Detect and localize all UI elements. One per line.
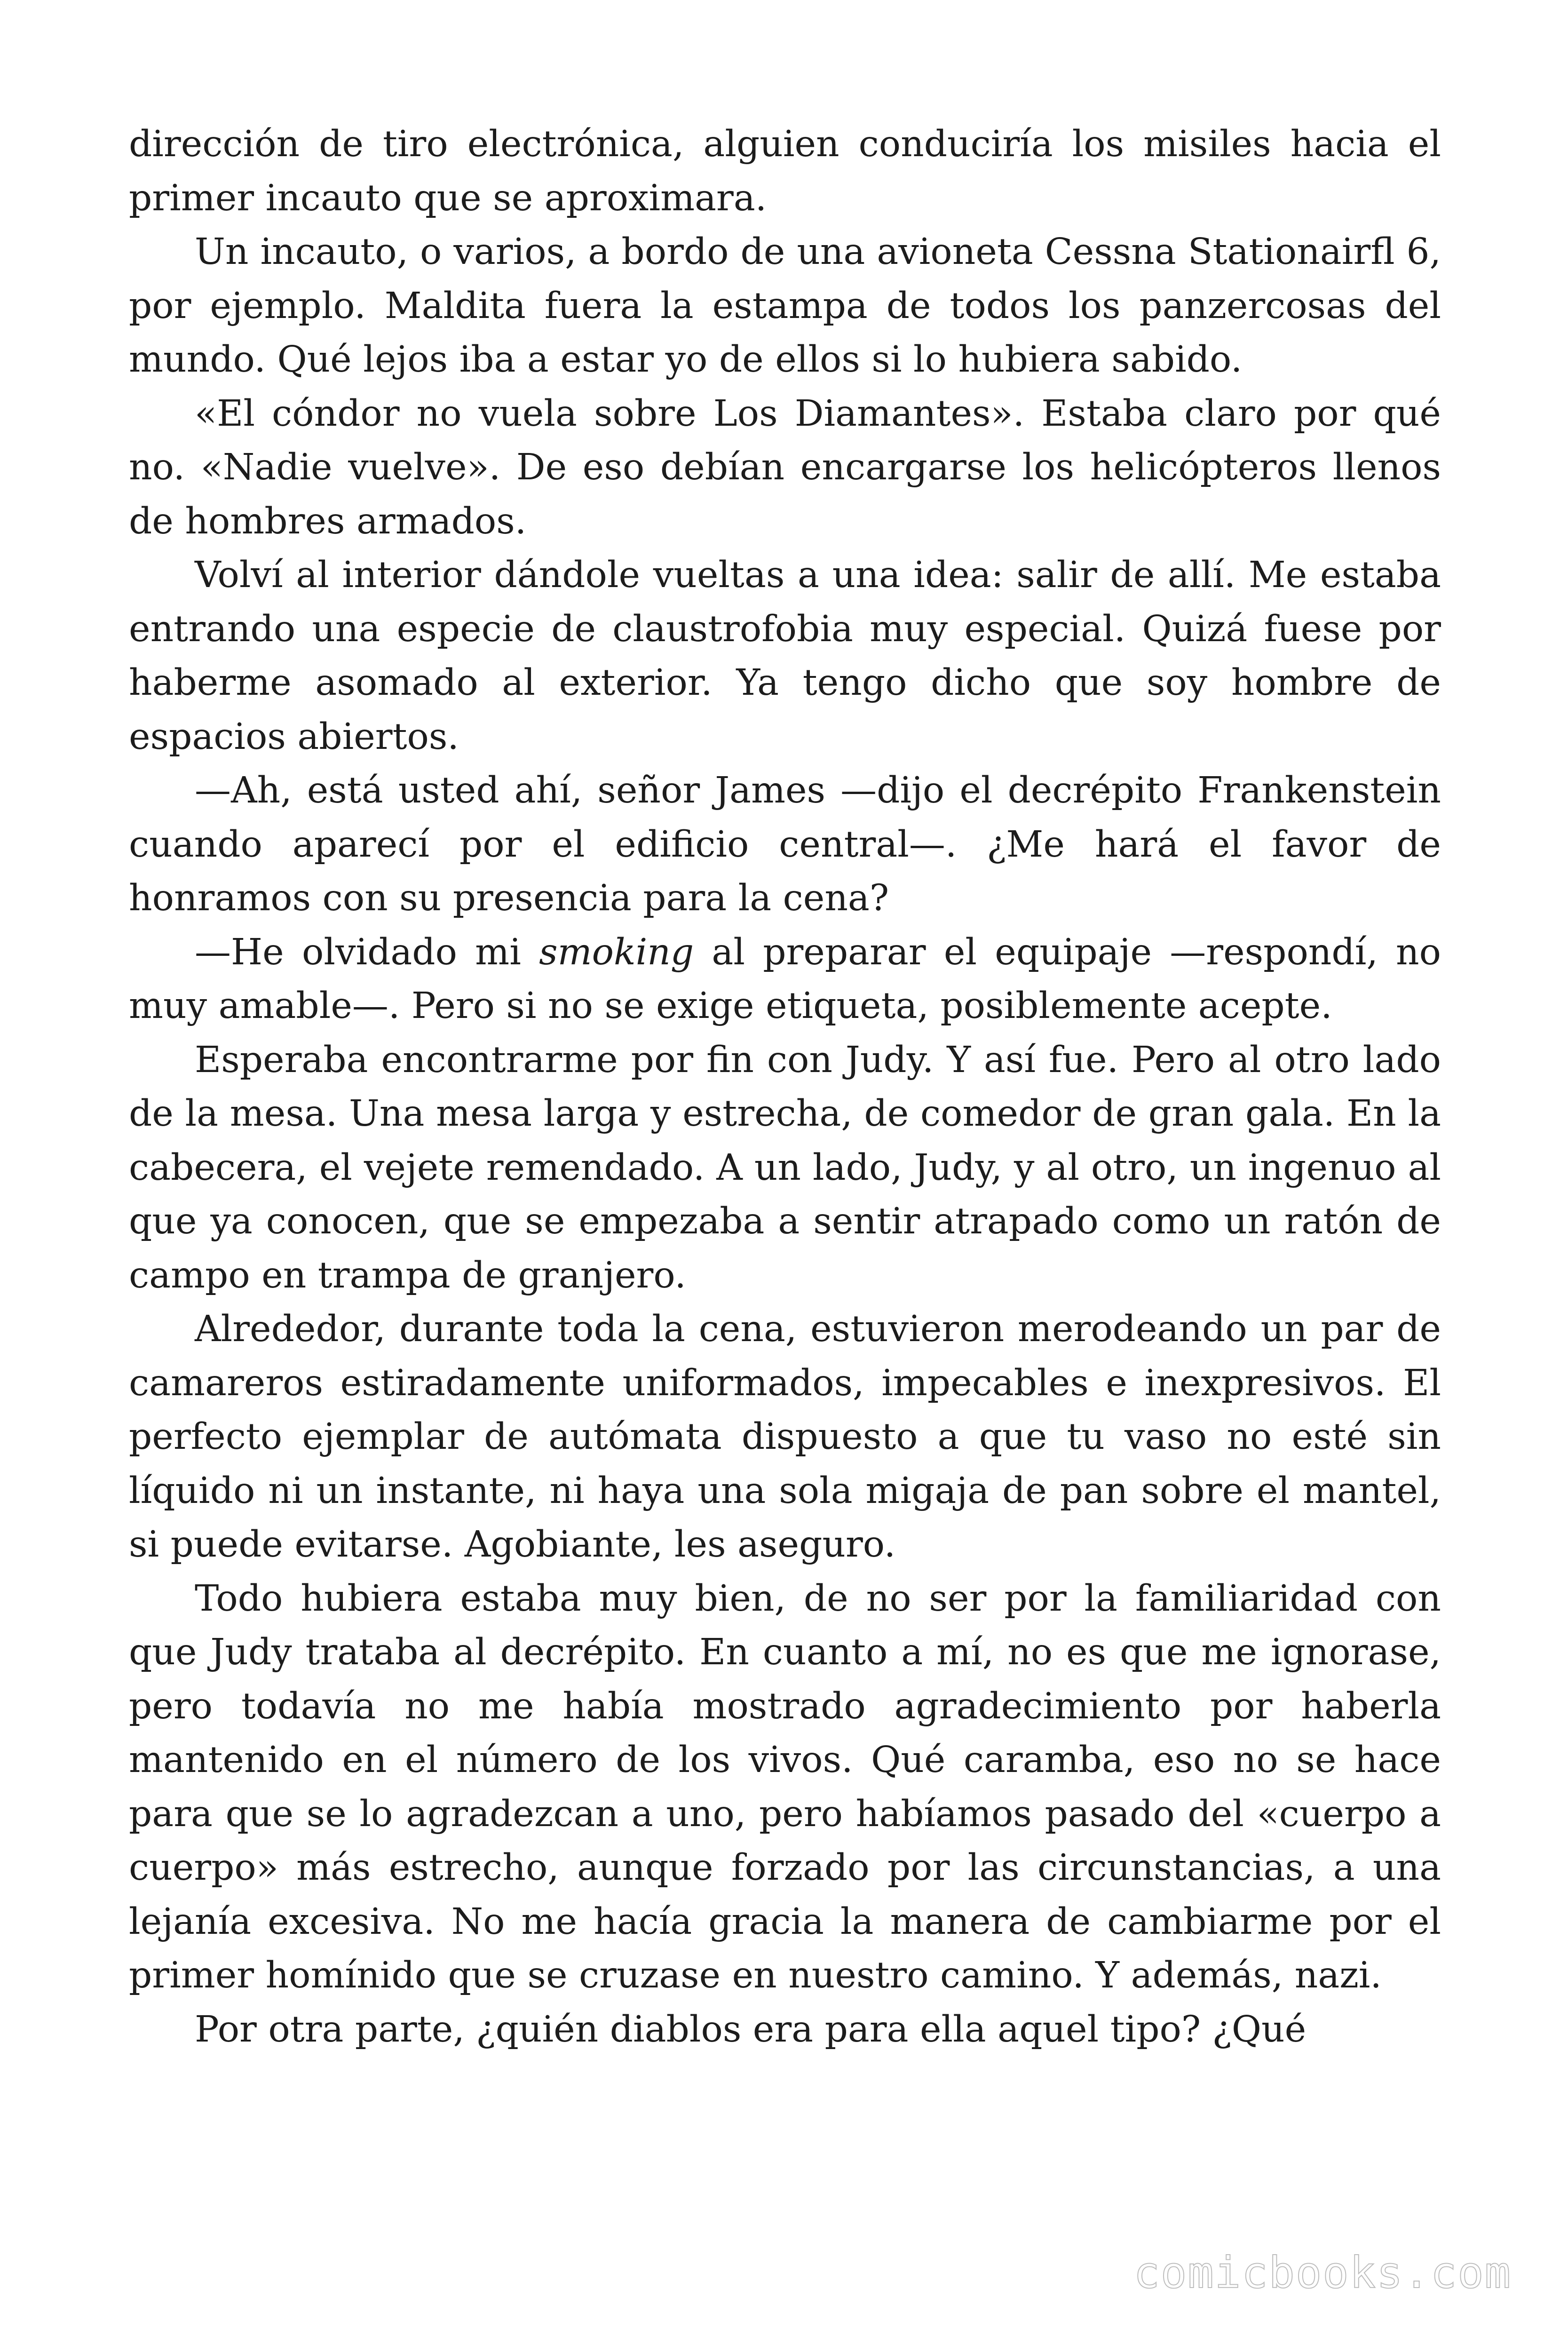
- paragraph-6-before: —He olvidado mi: [195, 931, 539, 973]
- paragraph-1: dirección de tiro electrónica, alguien conduciría los misiles hacia el primer incauto que se aproximara.: [129, 123, 1441, 219]
- paragraph-8: Alrededor, durante toda la cena, estuvieron merodeando un par de camareros estiradamente uniformados, impecables e inexpresivos. El perfecto ejemplar de autómata dispuesto a que tu vaso no esté sin líquido ni un instante, ni haya una sola migaja de pan sobre el mantel, si puede evitarse. Agobiante, les aseguro.: [129, 1308, 1441, 1565]
- paragraph-4: Volví al interior dándole vueltas a una idea: salir de allí. Me estaba entrando una especie de claustrofobia muy especial. Quizá fuese por haberme asomado al exterior. Ya tengo dicho que soy hombre de espacios abiertos.: [129, 554, 1441, 758]
- paragraph-10: Por otra parte, ¿quién diablos era para ella aquel tipo? ¿Qué: [195, 2008, 1307, 2050]
- paragraph-3: «El cóndor no vuela sobre Los Diamantes». Estaba claro por qué no. «Nadie vuelve». De eso debían encargarse los helicópteros llenos de hombres armados.: [129, 392, 1441, 542]
- paragraph-2: Un incauto, o varios, a bordo de una avioneta Cessna Stationairfl 6, por ejemplo. Maldita fuera la estampa de todos los panzercosas del mundo. Qué lejos iba a estar yo de ellos si lo hubiera sabido.: [129, 231, 1441, 381]
- paragraph-7: Esperaba encontrarme por fin con Judy. Y así fue. Pero al otro lado de la mesa. Una mesa larga y estrecha, de comedor de gran gala. En la cabecera, el vejete remendado. A un lado, Judy, y al otro, un ingenuo al que ya conocen, que se empezaba a sentir atrapado como un ratón de campo en trampa de granjero.: [129, 1039, 1441, 1296]
- watermark: comicbooks.com: [1133, 2248, 1512, 2298]
- body-text: [129, 118, 1441, 2057]
- paragraph-6-after: al preparar el equipaje —respondí, no muy amable—. Pero si no se exige etiqueta, posiblemente acepte.: [129, 931, 1441, 1027]
- paragraph-5: —Ah, está usted ahí, señor James —dijo el decrépito Frankenstein cuando aparecí por el edificio central—. ¿Me hará el favor de honramos con su presencia para la cena?: [129, 770, 1441, 919]
- paragraph-6: [129, 926, 1441, 1033]
- paragraph-9: Todo hubiera estaba muy bien, de no ser por la familiaridad con que Judy trataba al decrépito. En cuanto a mí, no es que me ignorase, pero todavía no me había mostrado agradecimiento por haberla mantenido en el número de los vivos. Qué caramba, eso no se hace para que se lo agradezcan a uno, pero habíamos pasado del «cuerpo a cuerpo» más estrecho, aunque forzado por las circunstancias, a una lejanía excesiva. No me hacía gracia la manera de cambiarme por el primer homínido que se cruzase en nuestro camino. Y además, nazi.: [129, 1577, 1441, 1996]
- paragraph-6-italic: smoking: [539, 931, 694, 973]
